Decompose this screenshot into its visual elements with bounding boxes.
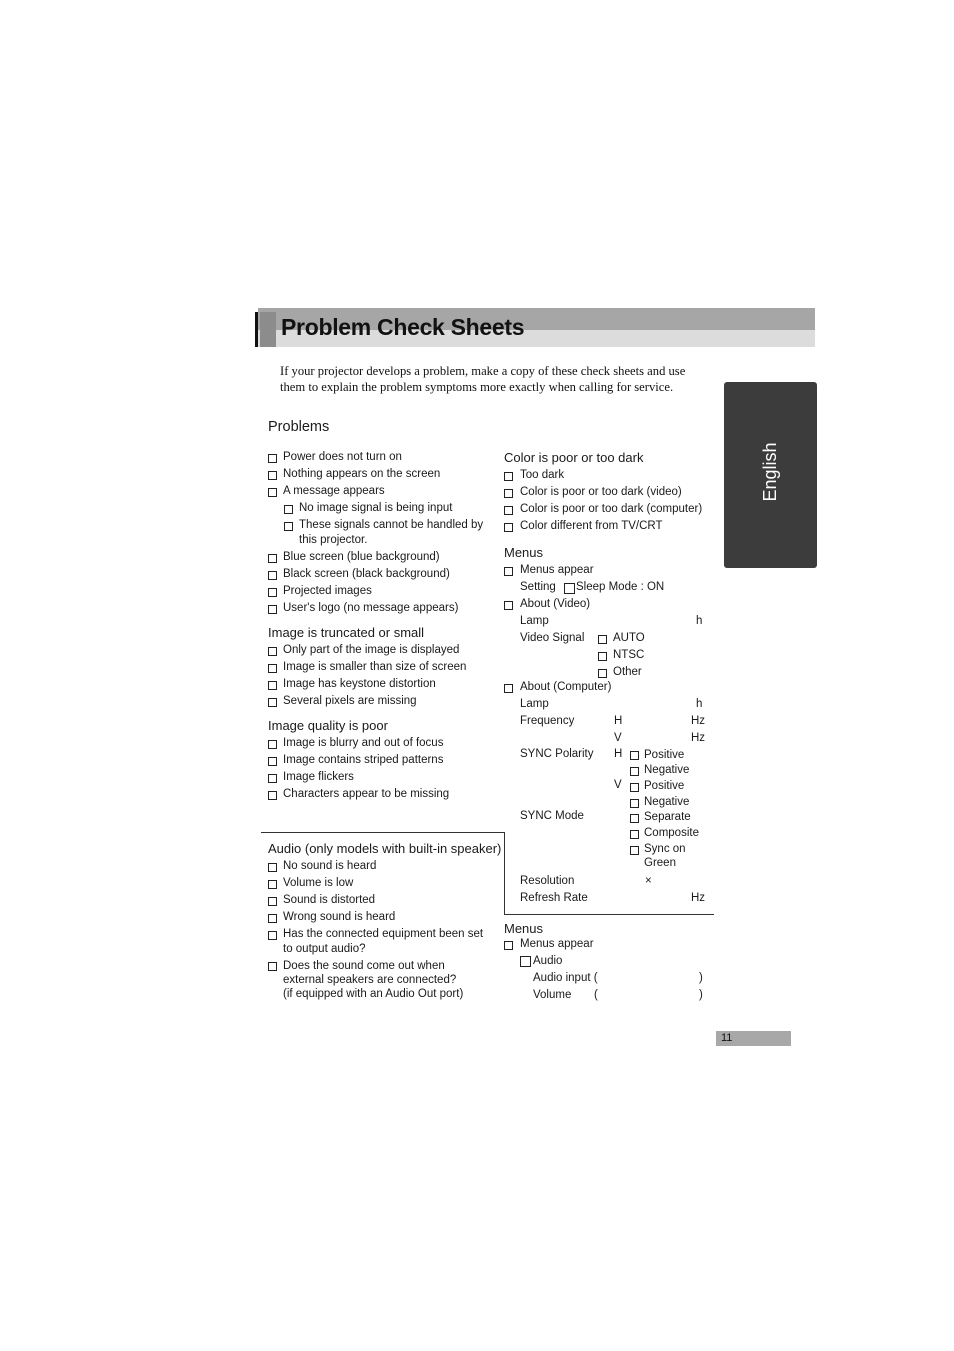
volume-close: ) xyxy=(699,989,703,1001)
lamp-label: Lamp xyxy=(520,615,549,627)
volume-label: Volume xyxy=(533,989,572,1001)
refresh-rate-label: Refresh Rate xyxy=(520,892,588,904)
check-label-cont: external speakers are connected? xyxy=(283,974,457,986)
check-label: Color is poor or too dark (video) xyxy=(520,486,682,498)
problems-heading: Problems xyxy=(268,419,330,435)
checkbox-wrong-sound[interactable] xyxy=(268,914,277,923)
checkbox-sync-on-green[interactable] xyxy=(630,846,639,855)
check-label: Image has keystone distortion xyxy=(283,678,436,690)
checkbox-color-computer[interactable] xyxy=(504,506,513,515)
polarity-option: Positive xyxy=(644,780,685,792)
checkbox-h-negative[interactable] xyxy=(630,767,639,776)
menus-audio-heading: Menus xyxy=(504,921,544,936)
side-tab-label: English xyxy=(760,442,780,502)
lamp-label: Lamp xyxy=(520,698,549,710)
check-label: Has the connected equipment been set xyxy=(283,928,484,940)
check-label: No sound is heard xyxy=(283,860,377,872)
checkbox-audio[interactable] xyxy=(520,956,531,967)
check-label-cont: (if equipped with an Audio Out port) xyxy=(283,988,464,1000)
checkbox-color-tv[interactable] xyxy=(504,523,513,532)
check-label: Nothing appears on the screen xyxy=(283,468,441,480)
check-label: Image contains striped patterns xyxy=(283,754,444,766)
check-label: Sound is distorted xyxy=(283,894,376,906)
checkbox-keystone[interactable] xyxy=(268,681,277,690)
check-label: Color is poor or too dark (computer) xyxy=(520,503,703,515)
checkbox-sound-distorted[interactable] xyxy=(268,897,277,906)
checkbox-too-dark[interactable] xyxy=(504,472,513,481)
checkbox-menus-appear[interactable] xyxy=(504,567,513,576)
menus-heading: Menus xyxy=(504,545,544,560)
checkbox-no-sound[interactable] xyxy=(268,863,277,872)
sync-polarity-h: H xyxy=(614,748,623,760)
check-label: Blue screen (blue background) xyxy=(283,551,440,563)
frequency-v-unit: Hz xyxy=(691,732,706,744)
checkbox-striped[interactable] xyxy=(268,757,277,766)
checkbox-color-video[interactable] xyxy=(504,489,513,498)
checkbox-smaller[interactable] xyxy=(268,664,277,673)
checkbox-external-speakers[interactable] xyxy=(268,962,277,971)
polarity-option: Negative xyxy=(644,764,690,776)
frequency-h: H xyxy=(614,715,623,727)
check-label: A message appears xyxy=(283,485,385,497)
quality-heading: Image quality is poor xyxy=(268,718,388,733)
intro-paragraph: If your projector develops a problem, make a copy of these check sheets and use them to explain the problem symptoms more exactly when calling for service. xyxy=(280,364,686,394)
checkbox-pixels-missing[interactable] xyxy=(268,698,277,707)
checkbox-composite[interactable] xyxy=(630,830,639,839)
checkbox-users-logo[interactable] xyxy=(268,605,277,614)
checkbox-menus-appear-audio[interactable] xyxy=(504,941,513,950)
checkbox-blue-screen[interactable] xyxy=(268,554,277,563)
title-accent-block xyxy=(260,312,276,347)
check-label: Menus appear xyxy=(520,564,594,576)
check-label: Only part of the image is displayed xyxy=(283,644,460,656)
sync-mode-option-cont: Green xyxy=(644,857,676,869)
checkbox-v-positive[interactable] xyxy=(630,783,639,792)
sync-polarity-v: V xyxy=(614,779,622,791)
check-label: Volume is low xyxy=(283,877,354,889)
check-label: Wrong sound is heard xyxy=(283,911,396,923)
check-label: Power does not turn on xyxy=(283,451,402,463)
checkbox-about-computer[interactable] xyxy=(504,684,513,693)
lamp-unit: h xyxy=(696,698,703,710)
checkbox-nothing-appears[interactable] xyxy=(268,471,277,480)
divider-line xyxy=(504,832,505,915)
check-label: Image flickers xyxy=(283,771,354,783)
checkbox-about-video[interactable] xyxy=(504,601,513,610)
checkbox-volume-low[interactable] xyxy=(268,880,277,889)
check-label: About (Computer) xyxy=(520,681,612,693)
check-label-cont: to output audio? xyxy=(283,943,366,955)
check-label-cont: this projector. xyxy=(299,534,368,546)
divider-line xyxy=(504,914,714,915)
checkbox-power[interactable] xyxy=(268,454,277,463)
check-label: Color different from TV/CRT xyxy=(520,520,663,532)
check-label: Does the sound come out when xyxy=(283,960,445,972)
check-label: Image is blurry and out of focus xyxy=(283,737,444,749)
signal-option: NTSC xyxy=(613,649,645,661)
checkbox-separate[interactable] xyxy=(630,814,639,823)
checkbox-projected-images[interactable] xyxy=(268,588,277,597)
polarity-option: Negative xyxy=(644,796,690,808)
checkbox-output-audio[interactable] xyxy=(268,931,277,940)
checkbox-black-screen[interactable] xyxy=(268,571,277,580)
checkbox-signals-not-handled[interactable] xyxy=(284,522,293,531)
sync-mode-option: Sync on xyxy=(644,843,686,855)
audio-input-close: ) xyxy=(699,972,703,984)
check-label: About (Video) xyxy=(520,598,591,610)
check-label: Menus appear xyxy=(520,938,594,950)
checkbox-auto[interactable] xyxy=(598,635,607,644)
check-label: No image signal is being input xyxy=(299,502,453,514)
sync-mode-option: Composite xyxy=(644,827,699,839)
color-heading: Color is poor or too dark xyxy=(504,450,644,465)
polarity-option: Positive xyxy=(644,749,685,761)
checkbox-blurry[interactable] xyxy=(268,740,277,749)
frequency-v: V xyxy=(614,732,622,744)
language-side-tab xyxy=(724,382,817,568)
frequency-label: Frequency xyxy=(520,715,575,727)
check-label: Black screen (black background) xyxy=(283,568,450,580)
check-label: Projected images xyxy=(283,585,372,597)
audio-input-label: Audio input ( xyxy=(533,972,598,984)
sync-polarity-label: SYNC Polarity xyxy=(520,748,594,760)
lamp-unit: h xyxy=(696,615,703,627)
signal-option: Other xyxy=(613,666,642,678)
frequency-h-unit: Hz xyxy=(691,715,706,727)
check-label: Several pixels are missing xyxy=(283,695,417,707)
setting-label: Setting xyxy=(520,581,556,593)
signal-option: AUTO xyxy=(613,632,645,644)
sync-mode-label: SYNC Mode xyxy=(520,810,584,822)
video-signal-label: Video Signal xyxy=(520,632,585,644)
checkbox-message-appears[interactable] xyxy=(268,488,277,497)
audio-label: Audio xyxy=(533,955,563,967)
divider-line xyxy=(261,832,504,833)
sleep-mode-label: Sleep Mode : ON xyxy=(576,581,665,593)
audio-heading: Audio (only models with built-in speaker) xyxy=(268,841,502,856)
check-label: Image is smaller than size of screen xyxy=(283,661,467,673)
resolution-label: Resolution xyxy=(520,875,575,887)
checkbox-other[interactable] xyxy=(598,669,607,678)
checkbox-sleep-mode[interactable] xyxy=(564,583,575,594)
page-number: 11 xyxy=(721,1032,733,1044)
checkbox-h-positive[interactable] xyxy=(630,751,639,760)
volume-open: ( xyxy=(594,989,598,1001)
refresh-rate-unit: Hz xyxy=(691,892,706,904)
check-label: Characters appear to be missing xyxy=(283,788,450,800)
check-label: These signals cannot be handled by xyxy=(299,519,484,531)
checkbox-only-part[interactable] xyxy=(268,647,277,656)
check-label: User's logo (no message appears) xyxy=(283,602,459,614)
resolution-times: × xyxy=(645,875,652,887)
checkbox-ntsc[interactable] xyxy=(598,652,607,661)
checkbox-characters-missing[interactable] xyxy=(268,791,277,800)
sync-mode-option: Separate xyxy=(644,811,691,823)
page-title: Problem Check Sheets xyxy=(281,314,525,340)
title-accent-bar xyxy=(255,312,258,347)
checkbox-no-signal[interactable] xyxy=(284,505,293,514)
truncated-heading: Image is truncated or small xyxy=(268,625,425,640)
check-label: Too dark xyxy=(520,469,565,481)
checkbox-flickers[interactable] xyxy=(268,774,277,783)
checkbox-v-negative[interactable] xyxy=(630,799,639,808)
